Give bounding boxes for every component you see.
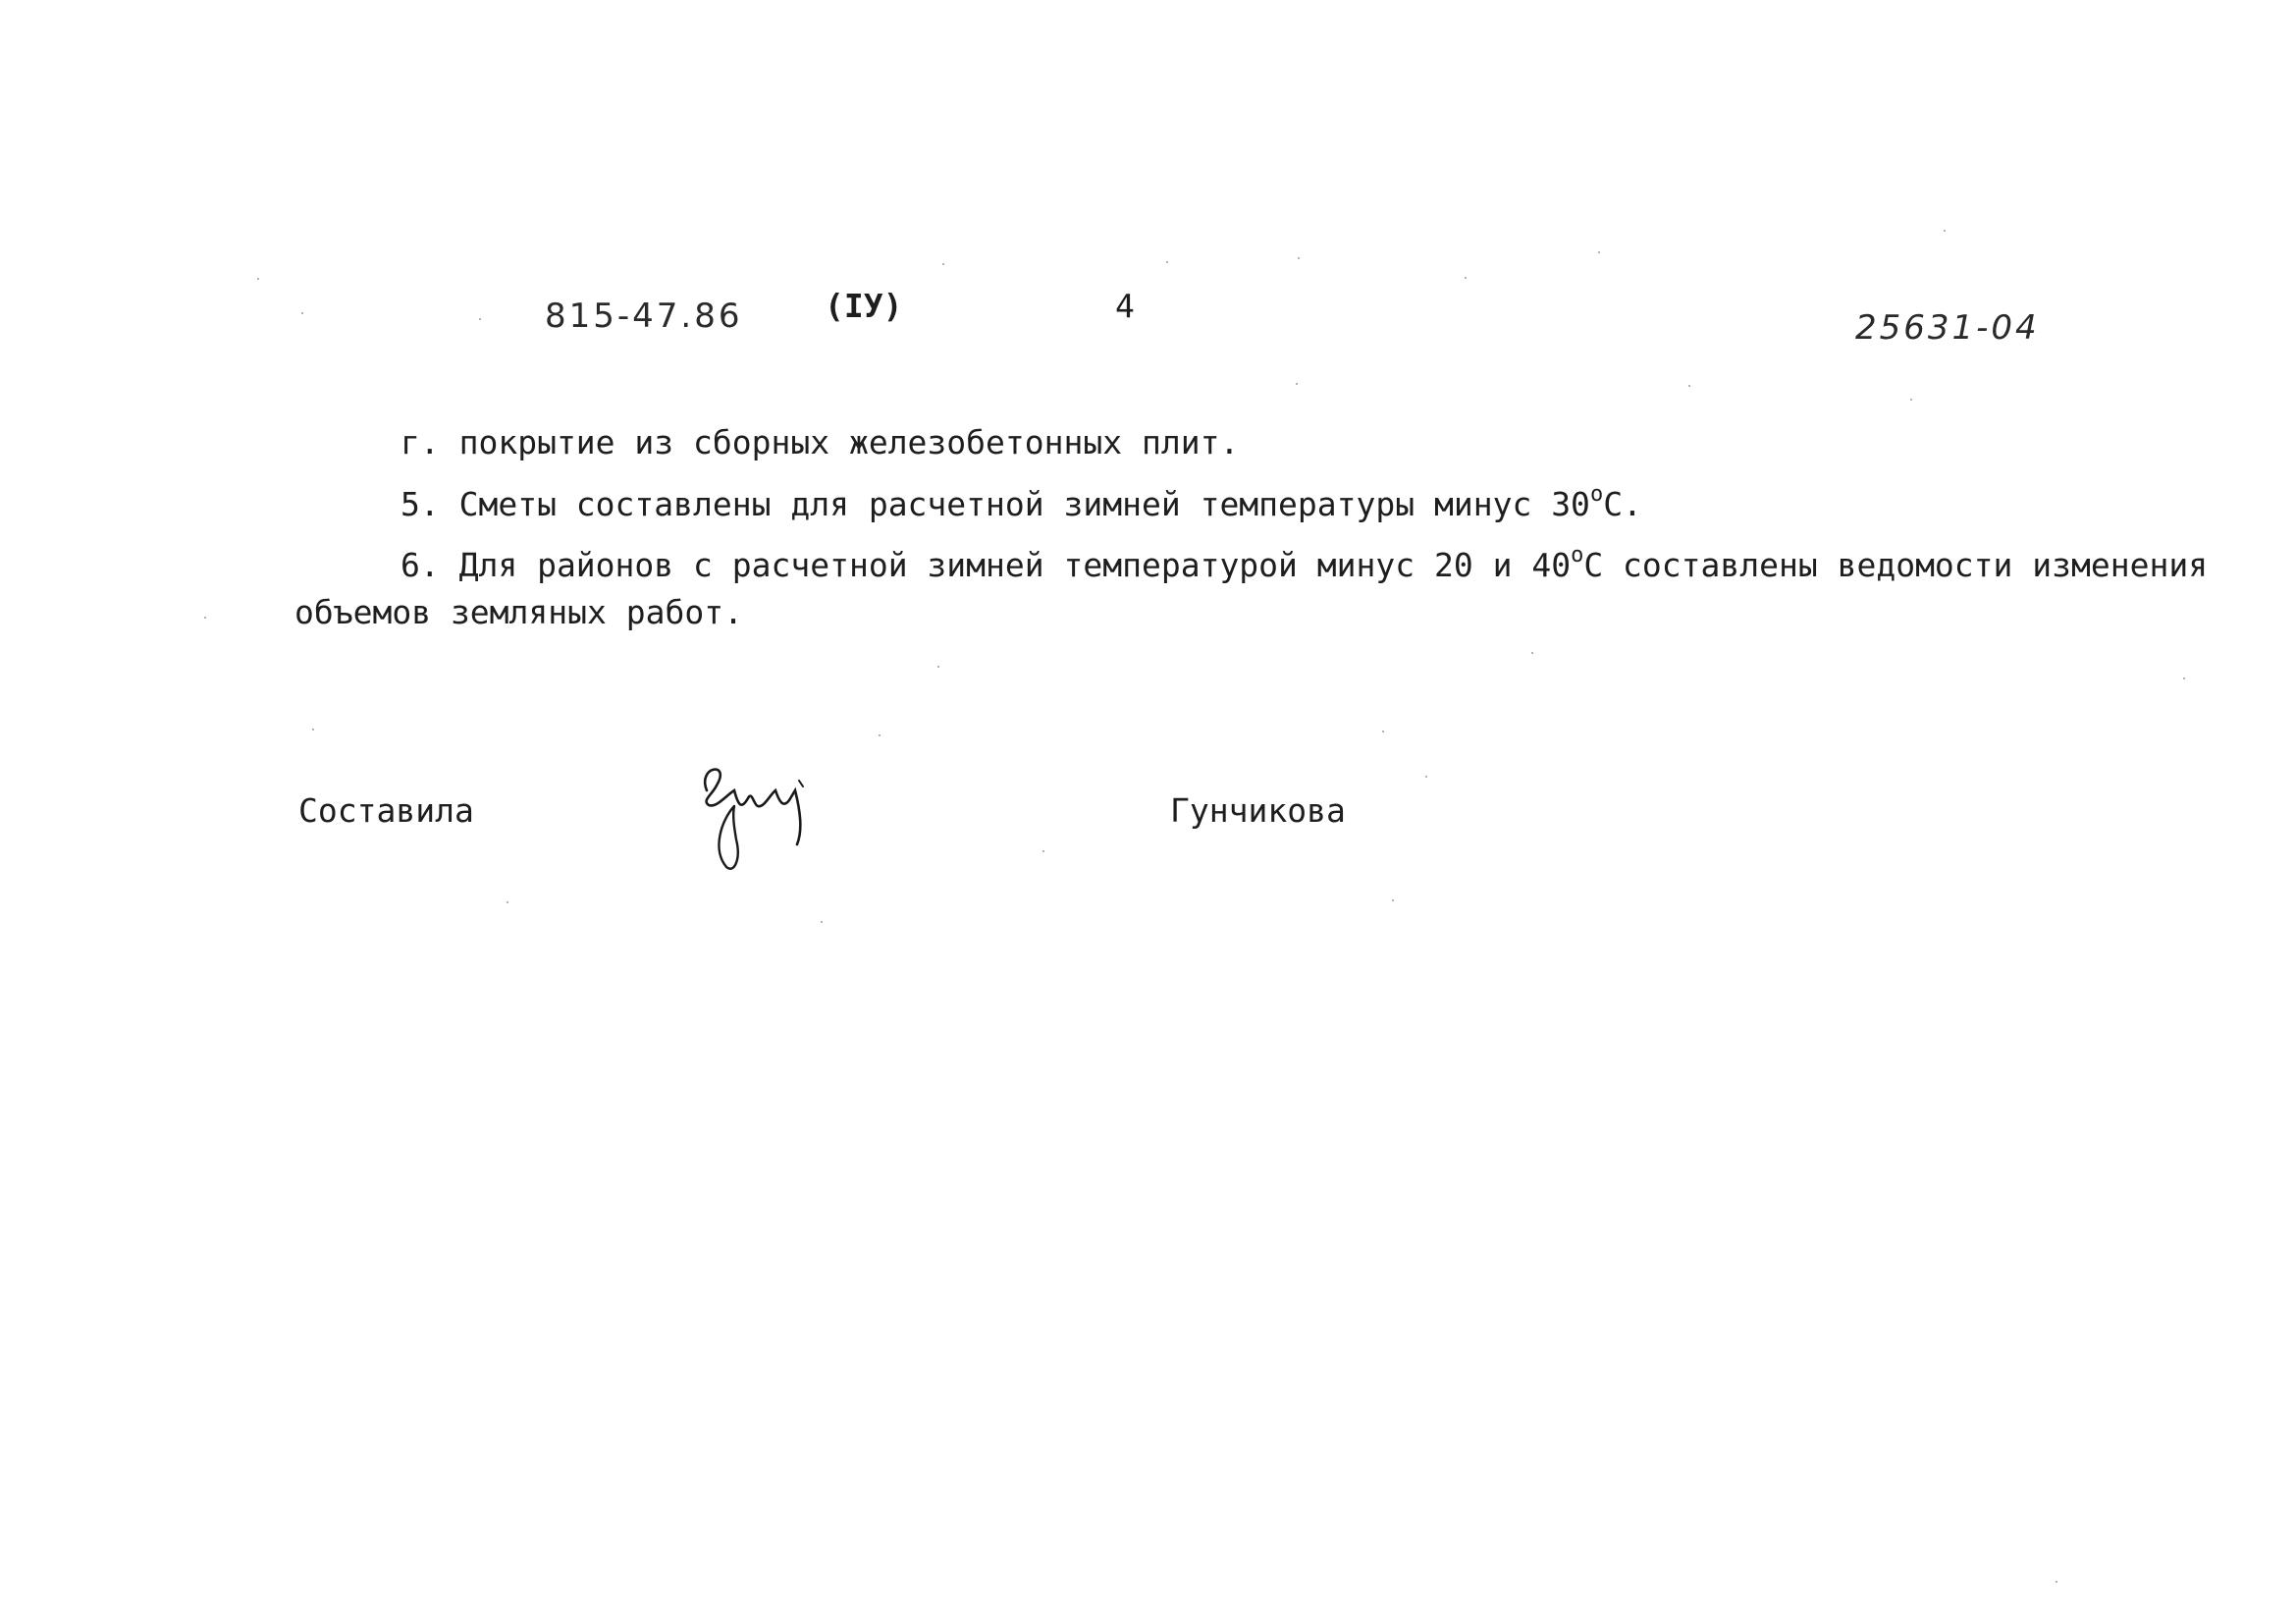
- scan-speck: [1382, 731, 1384, 732]
- scan-speck: [1531, 652, 1533, 654]
- scan-speck: [1166, 261, 1168, 263]
- scan-speck: [257, 278, 259, 280]
- scan-speck: [821, 921, 823, 923]
- signature-image: [687, 751, 834, 889]
- scan-speck: [937, 666, 939, 668]
- scan-speck: [1598, 251, 1600, 253]
- scan-speck: [507, 901, 508, 903]
- scan-speck: [942, 263, 944, 265]
- scan-speck: [1688, 385, 1690, 387]
- item-6-text: 6. Для районов с расчетной зимней температурой минус 20 и 40: [400, 546, 1572, 584]
- scan-speck: [1944, 230, 1946, 232]
- scan-speck: [479, 318, 481, 320]
- scan-speck: [312, 729, 314, 731]
- item-6-degree: о: [1571, 543, 1584, 568]
- scan-speck: [879, 734, 881, 736]
- item-6-end: С составлены ведомости изменения: [1583, 546, 2209, 584]
- item-5-end: С.: [1603, 485, 1642, 523]
- item-5: [400, 481, 1642, 527]
- item-5-text: 5. Сметы составлены для расчетной зимней температуры минус 30: [400, 485, 1590, 523]
- item-g: г. покрытие из сборных железобетонных плит.: [400, 423, 1240, 461]
- scan-speck: [2056, 1581, 2057, 1583]
- volume-label: (IУ): [825, 287, 903, 325]
- item-6-continuation: объемов земляных работ.: [294, 593, 743, 631]
- inventory-number: 25631-04: [1855, 308, 2040, 348]
- compiled-label: Составила: [298, 791, 474, 830]
- scan-speck: [1042, 850, 1044, 852]
- scan-speck: [1392, 899, 1394, 901]
- scan-speck: [204, 617, 206, 619]
- scan-speck: [1298, 257, 1300, 259]
- scan-speck: [301, 312, 303, 314]
- item-5-degree: о: [1589, 482, 1604, 507]
- scan-speck: [1910, 399, 1912, 401]
- item-6: [400, 542, 2208, 588]
- compiler-name: Гунчикова: [1170, 791, 1346, 830]
- scan-speck: [1296, 383, 1298, 385]
- scan-speck: [1425, 776, 1427, 778]
- scan-speck: [1465, 277, 1467, 279]
- scan-speck: [2183, 677, 2185, 679]
- doc-number: 815-47.86: [545, 297, 743, 336]
- page-number: 4: [1115, 287, 1135, 325]
